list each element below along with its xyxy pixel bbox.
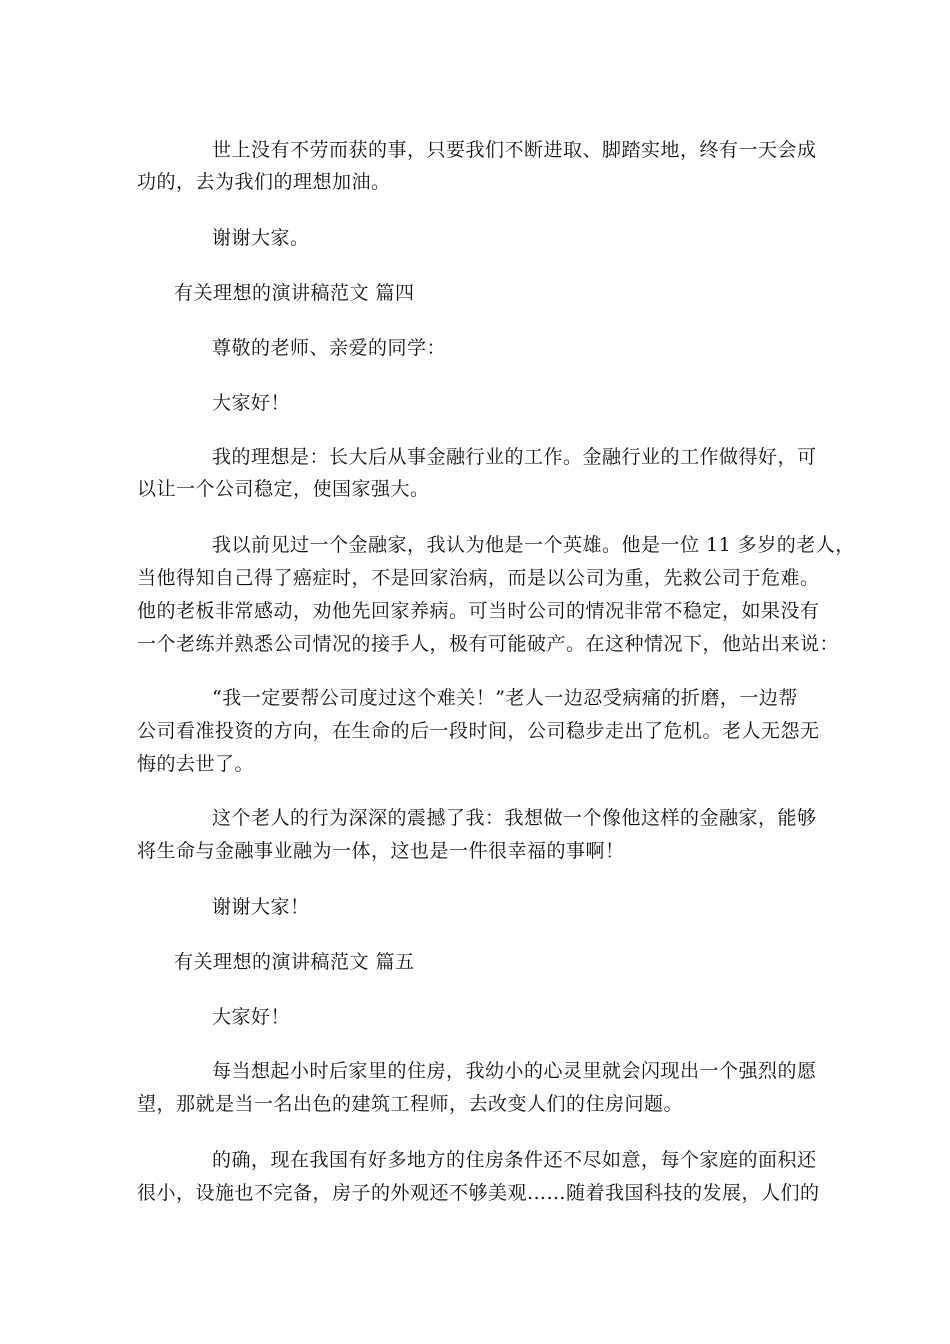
paragraph-line: “我一定要帮公司度过这个难关！”老人一边忍受病痛的折磨，一边帮 — [212, 687, 798, 709]
section-heading: 有关理想的演讲稿范文 篇四 — [174, 282, 415, 304]
paragraph-line: 这个老人的行为深深的震撼了我：我想做一个像他这样的金融家，能够 — [212, 807, 817, 829]
paragraph-line: 功的，去为我们的理想加油。 — [137, 171, 391, 193]
paragraph-line: 世上没有不劳而获的事，只要我们不断进取、脚踏实地，终有一天会成 — [212, 139, 817, 161]
paragraph-line: 每当想起小时后家里的住房，我幼小的心灵里就会闪现出一个强烈的愿 — [212, 1060, 817, 1082]
paragraph-line: 公司看准投资的方向，在生命的后一段时间，公司稳步走出了危机。老人无怨无 — [137, 720, 820, 742]
paragraph-line: 大家好！ — [212, 392, 291, 414]
paragraph-line: 以让一个公司稳定，使国家强大。 — [137, 478, 430, 500]
paragraph-line: 很小，设施也不完备，房子的外观还不够美观……随着我国科技的发展，人们的 — [137, 1182, 820, 1204]
paragraph-line: 悔的去世了。 — [137, 753, 255, 775]
section-heading: 有关理想的演讲稿范文 篇五 — [174, 951, 415, 973]
paragraph-line: 我的理想是：长大后从事金融行业的工作。金融行业的工作做得好，可 — [212, 446, 817, 468]
paragraph-line: 谢谢大家。 — [212, 227, 310, 249]
paragraph-line: 一个老练并熟悉公司情况的接手人，极有可能破产。在这种情况下，他站出来说： — [137, 633, 840, 655]
paragraph-line: 将生命与金融事业融为一体，这也是一件很幸福的事啊！ — [137, 840, 625, 862]
paragraph-line: 谢谢大家！ — [212, 896, 310, 918]
paragraph-line: 当他得知自己得了癌症时，不是回家治病，而是以公司为重，先救公司于危难。 — [137, 567, 820, 589]
paragraph-line: 尊敬的老师、亲爱的同学： — [212, 337, 447, 359]
paragraph-line: 他的老板非常感动，劝他先回家养病。可当时公司的情况非常不稳定，如果没有 — [137, 600, 820, 622]
paragraph-line: 我以前见过一个金融家，我认为他是一个英雄。他是一位 11 多岁的老人， — [212, 534, 855, 556]
paragraph-line: 的确，现在我国有好多地方的住房条件还不尽如意，每个家庭的面积还 — [212, 1149, 817, 1171]
paragraph-line: 望，那就是当一名出色的建筑工程师，去改变人们的住房问题。 — [137, 1093, 684, 1115]
paragraph-line: 大家好！ — [212, 1006, 291, 1028]
